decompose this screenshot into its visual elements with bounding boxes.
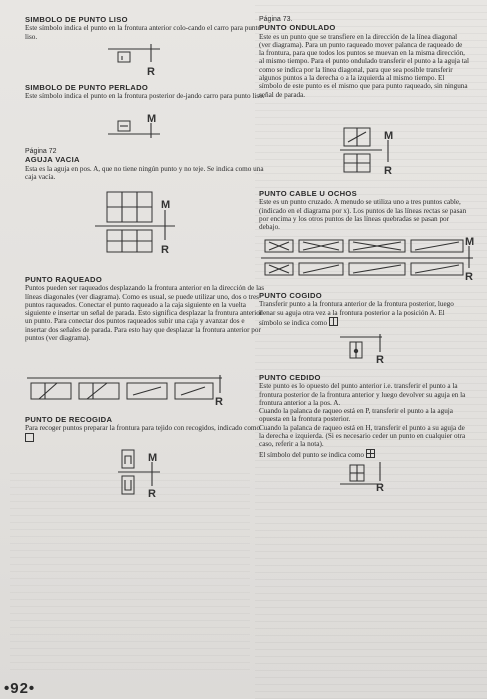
- label-m: M: [161, 199, 171, 211]
- section-punto-recogida: [25, 416, 265, 443]
- paragraph: Este es un punto que se transfiere en la dirección de la línea diagonal (ver diagrama). Para un punto raqueado mover palanca de raqueado de la frontura, para que todos los puntos se muevan en la misma dirección, al mismo tiempo. Para el punto ondulado transferir el punto a la aguja tal como se indica por la línea diagonal, para que sea posible transferir algunos puntos a la derecha o a la izquierda al mismo tiempo. El símbolo de este punto es el mismo que para punto raqueado, sin ninguna señal de parada.: [259, 32, 469, 99]
- bleed-through: [10, 470, 250, 670]
- label-r: R: [376, 354, 384, 366]
- diagram-punto-ondulado: [340, 126, 400, 176]
- paragraph: Cuando la palanca de raqueo está en H, transferir el punto a su aguja de la derecha e izquierda. (Si es necesario ceder un punto en cualquier otra caso, referir a la nota).: [259, 423, 466, 449]
- transfer-symbol-icon: [366, 449, 375, 458]
- section-punto-cedido: [259, 374, 469, 459]
- tuck-symbol-icon: [25, 433, 34, 442]
- section-punto-raqueado: [25, 276, 265, 342]
- paragraph: Cuando la palanca de raqueo está en P, transferir el punto a la aguja opuesta en la frontura posterior.: [259, 407, 453, 424]
- section-punto-liso: [25, 16, 265, 41]
- heading: PUNTO CEDIDO: [259, 373, 321, 382]
- section-punto-cable: [259, 190, 469, 231]
- paragraph: Esta es la aguja en pos. A, que no tiene ningún punto y no teje. Se indica como una caja vacía.: [25, 164, 264, 181]
- paragraph: [259, 300, 469, 327]
- diagram-punto-cogido: [340, 334, 400, 364]
- heading: PUNTO RAQUEADO: [25, 275, 103, 284]
- heading: PUNTO ONDULADO: [259, 23, 336, 33]
- label-r: R: [147, 66, 155, 78]
- label-m: M: [465, 236, 475, 248]
- paragraph-text: Para recoger puntos preparar la frontura para tejido con recogidos, indicado como: [25, 424, 261, 433]
- diagram-punto-recogida: [118, 448, 168, 500]
- diagram-punto-cable: [261, 236, 483, 282]
- page-ref: Página 73.: [259, 16, 293, 23]
- label-m: M: [148, 452, 158, 464]
- paragraph: Este es un punto cruzado. A menudo se utiliza uno a tres puntos cable, (indicado en el diagrama por x). Los puntos de las líneas rectas se pasan por encima y los otros puntos de las líneas quebradas se pasan por debajo.: [259, 198, 467, 232]
- label-r: R: [148, 488, 156, 500]
- page-number: •92•: [4, 680, 36, 697]
- label-r: R: [215, 396, 223, 408]
- paragraph: Este símbolo indica el punto en la frontura anterior colo-cando el carro para punto liso.: [25, 24, 262, 41]
- diagram-punto-raqueado: [27, 375, 232, 408]
- diagram-aguja-vacia: [95, 190, 185, 258]
- label-r: R: [465, 271, 473, 283]
- label-r: R: [376, 482, 384, 494]
- paragraph: Este símbolo indica el punto en la frontura posterior de-jando carro para punto liso.: [25, 92, 265, 101]
- held-stitch-symbol-icon: [329, 317, 338, 326]
- section-punto-perlado: [25, 84, 265, 101]
- paragraph: [25, 424, 265, 443]
- label-m: M: [384, 130, 394, 142]
- heading: PUNTO CABLE U OCHOS: [259, 189, 357, 198]
- heading: PUNTO COGIDO: [259, 291, 322, 300]
- diagram-punto-perlado: [108, 110, 168, 140]
- heading: PUNTO DE RECOGIDA: [25, 415, 113, 424]
- section-aguja-vacia: [25, 148, 265, 181]
- paragraph: Este punto es lo opuesto del punto anterior i.e. transferir el punto a la frontura posterior de la frontura anterior y luego devolver su aguja en la frontura anterior a la pos. A.: [259, 382, 466, 407]
- diagram-punto-cedido: [340, 462, 400, 492]
- diagram-punto-liso: [108, 44, 168, 84]
- section-punto-ondulado: [259, 16, 469, 99]
- heading: SIMBOLO DE PUNTO LISO: [25, 15, 128, 24]
- label-r: R: [161, 244, 169, 256]
- paragraph-text: El símbolo del punto se indica como: [259, 450, 365, 459]
- page-ref: Página 72: [25, 148, 57, 155]
- label-m: M: [147, 113, 157, 125]
- paragraph-text: Transferir punto a la frontura anterior de la frontura posterior, luego llenar su aguja otra vez a la frontura posterior a la posición A. El símbolo se indica como: [259, 300, 454, 327]
- paragraph: Puntos pueden ser raqueados desplazando la frontura anterior en la dirección de las líneas diagonales (ver diagrama). Como es usual, se puede utilizar uno, dos o tres puntos raqueados. Conectar el punto raqueado a la caja siguiente en la vuelta siguiente e insertar un señal de parada. Esto significa desplazar la frontura anterior un punto. Para conectar dos puntos raqueados subir una caja y avanzar dos e insertar dos señales de parada. Para esto hay que desplazar la frontura anterior por puntos (ver diagrama).: [25, 284, 265, 343]
- heading: SIMBOLO DE PUNTO PERLADO: [25, 83, 149, 92]
- paragraph: [259, 449, 469, 459]
- label-r: R: [384, 165, 392, 177]
- section-punto-cogido: [259, 292, 469, 327]
- heading: AGUJA VACIA: [25, 155, 80, 165]
